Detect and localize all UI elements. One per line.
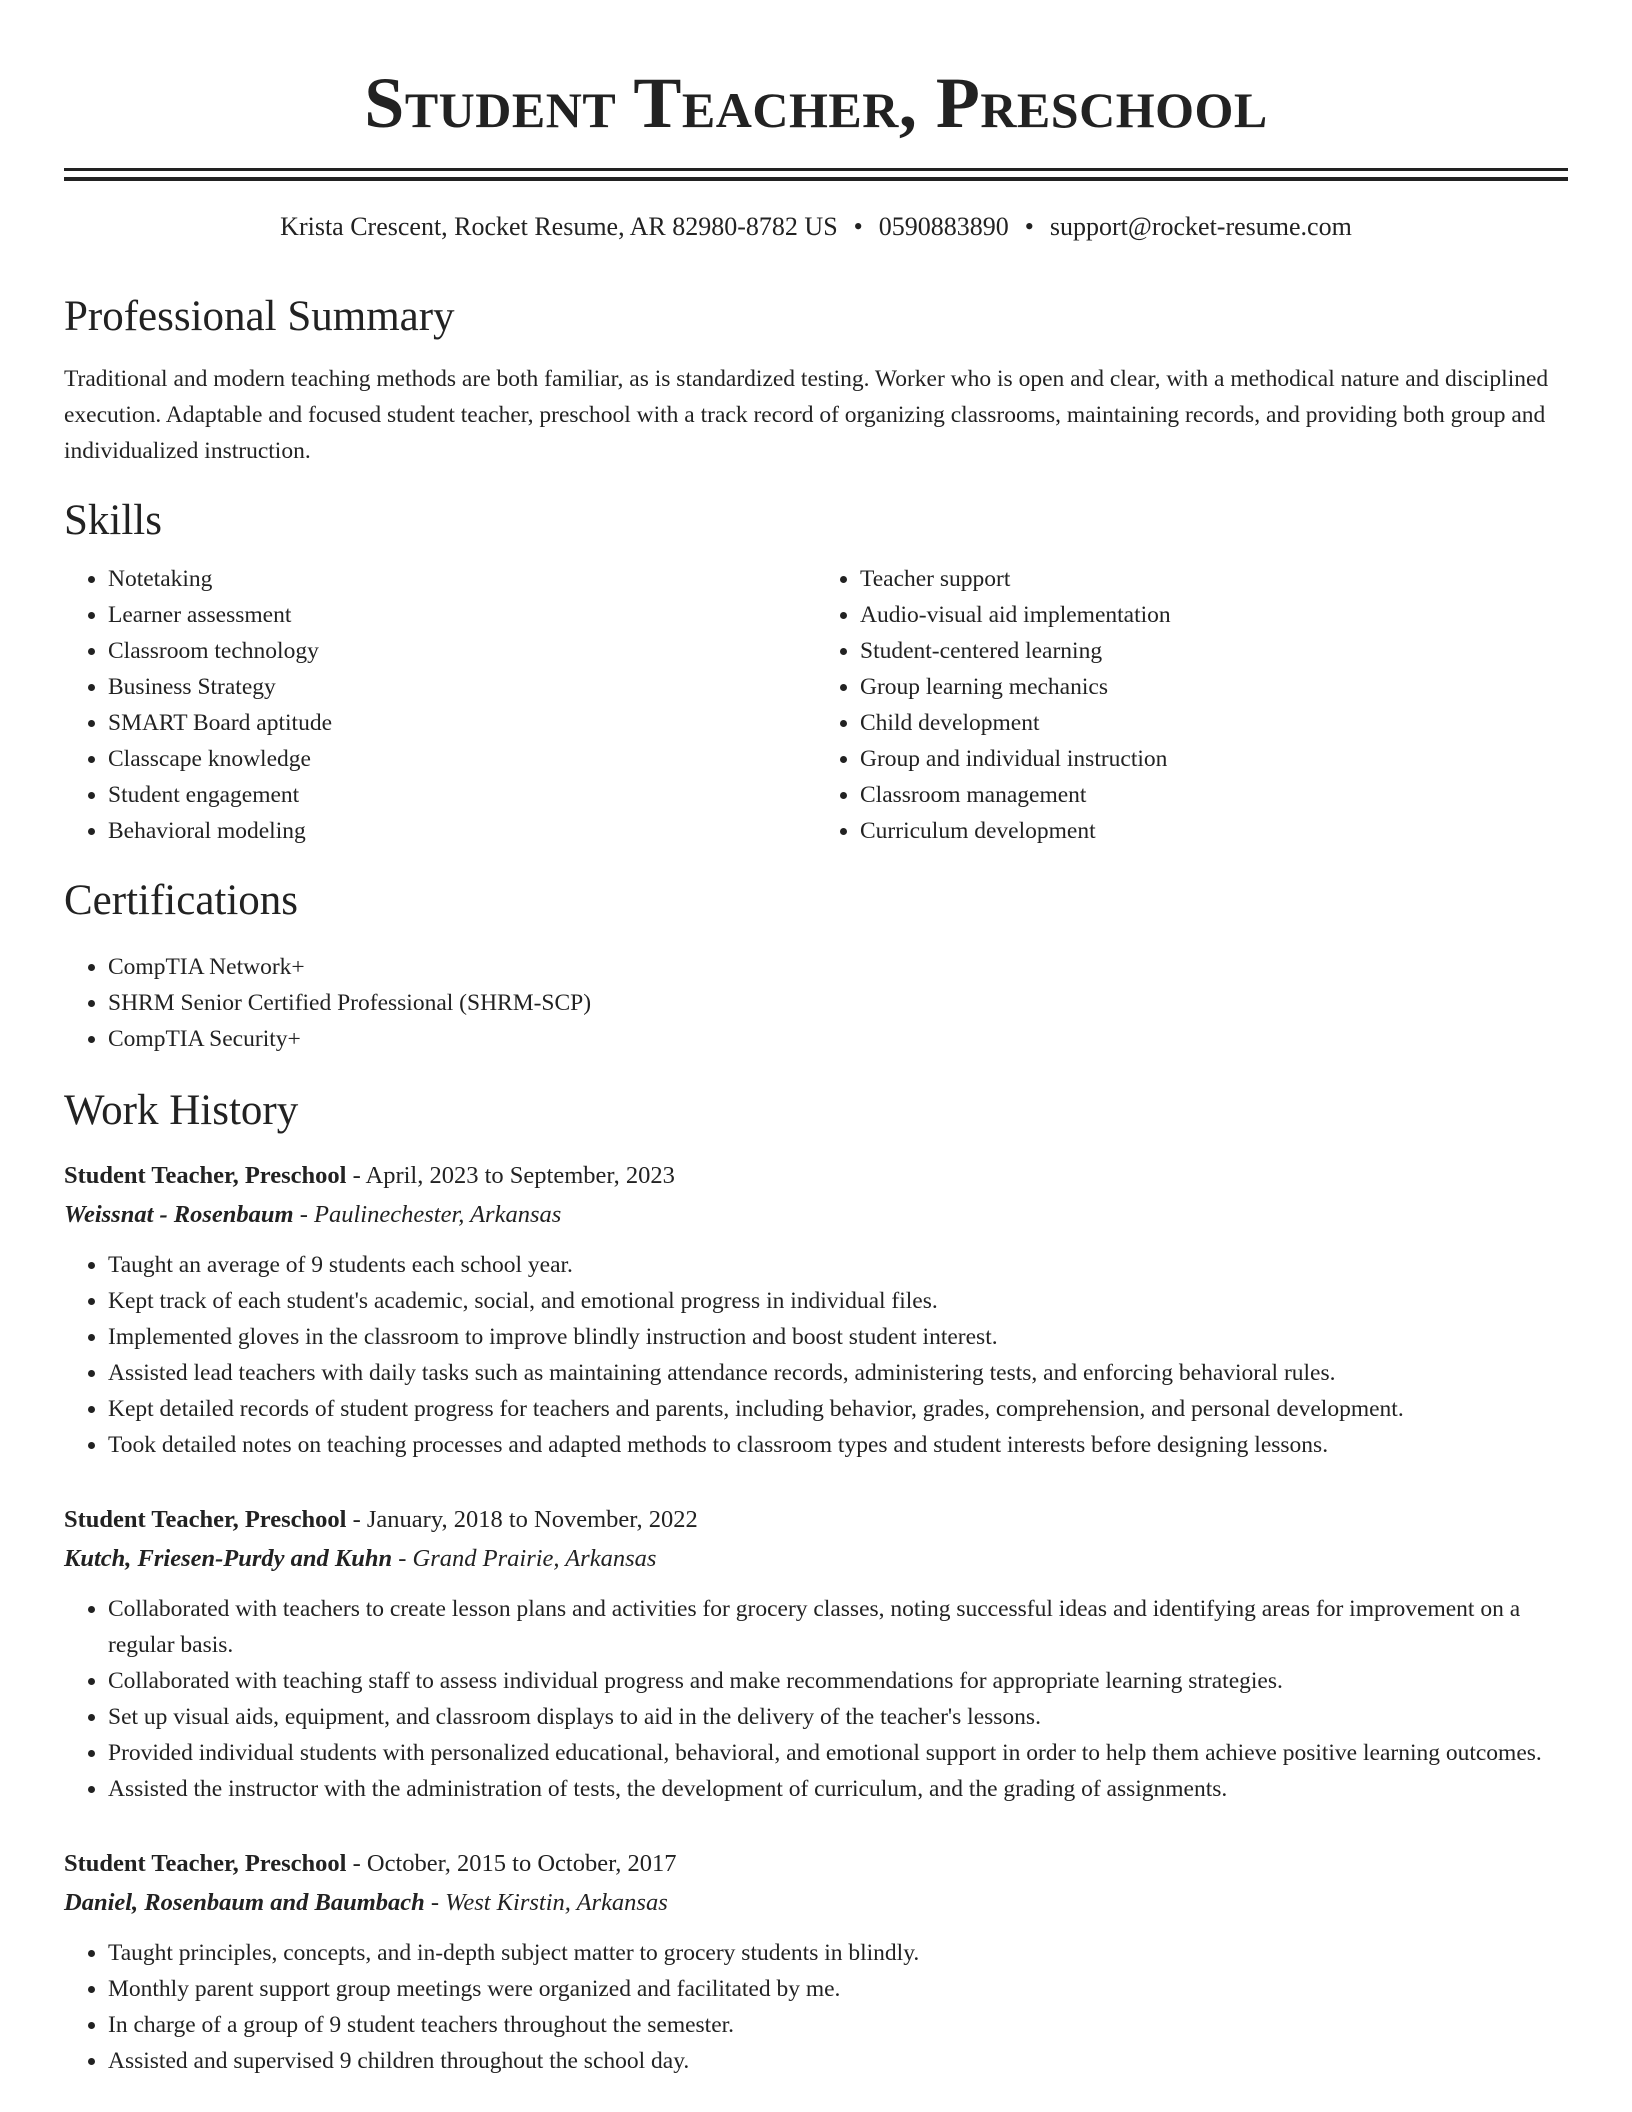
job-title: Student Teacher, Preschool (64, 1162, 347, 1189)
contact-address: Krista Crescent, Rocket Resume, AR 82980-8782 US (280, 212, 838, 241)
job-entry (64, 1157, 1568, 1463)
contact-phone: 0590883890 (878, 212, 1009, 241)
job-bullet: • Taught an average of 9 students each school year. (108, 1247, 1568, 1283)
job-company-line (64, 1883, 1568, 1923)
job-bullet: • Kept detailed records of student progress for teachers and parents, including behavior, grades, comprehension, and personal development. (108, 1391, 1568, 1427)
work-history-heading: Work History (64, 1087, 299, 1134)
certifications-heading: Certifications (64, 877, 299, 924)
skill-item: • Child development (860, 705, 1568, 741)
job-dates: - January, 2018 to November, 2022 (346, 1506, 698, 1533)
skill-item: • Student engagement (108, 777, 816, 813)
job-company: Weissnat - Rosenbaum (64, 1201, 294, 1228)
skill-item: • Classcape knowledge (108, 741, 816, 777)
job-title-line (64, 1501, 1568, 1539)
certification-item: • SHRM Senior Certified Professional (SHRM-SCP) (108, 985, 1568, 1021)
job-dates: - April, 2023 to September, 2023 (346, 1162, 675, 1189)
title-divider-top (64, 168, 1568, 171)
job-bullet: • Took detailed notes on teaching processes and adapted methods to classroom types and student interests before designing lessons. (108, 1427, 1568, 1463)
job-location: - Paulinechester, Arkansas (293, 1201, 562, 1228)
skill-item: • Classroom technology (108, 633, 816, 669)
job-bullets (64, 1591, 1568, 1807)
certifications-list (64, 949, 1568, 1057)
job-bullets (64, 1935, 1568, 2079)
job-bullet: • Implemented gloves in the classroom to improve blindly instruction and boost student interest. (108, 1319, 1568, 1355)
job-bullets (64, 1247, 1568, 1463)
job-title-line (64, 1845, 1568, 1883)
job-bullet: • Monthly parent support group meetings were organized and facilitated by me. (108, 1971, 1568, 2007)
certification-item: • CompTIA Network+ (108, 949, 1568, 985)
title-divider-bottom (64, 177, 1568, 181)
skill-item: • Group learning mechanics (860, 669, 1568, 705)
skill-item: • Teacher support (860, 561, 1568, 597)
job-company: Kutch, Friesen-Purdy and Kuhn (64, 1545, 393, 1572)
summary-heading: Professional Summary (64, 293, 455, 340)
resume-page (64, 0, 1568, 2079)
job-company-line (64, 1539, 1568, 1579)
job-title: Student Teacher, Preschool (64, 1850, 347, 1877)
job-location: - Grand Prairie, Arkansas (392, 1545, 657, 1572)
job-bullet: • Set up visual aids, equipment, and classroom displays to aid in the delivery of the teacher's lessons. (108, 1699, 1568, 1735)
job-title-line (64, 1157, 1568, 1195)
job-bullet: • Taught principles, concepts, and in-depth subject matter to grocery students in blindly. (108, 1935, 1568, 1971)
job-dates: - October, 2015 to October, 2017 (346, 1850, 677, 1877)
job-bullet: • Assisted and supervised 9 children throughout the school day. (108, 2043, 1568, 2079)
job-entry (64, 1845, 1568, 2079)
job-title: Student Teacher, Preschool (64, 1506, 347, 1533)
job-company: Daniel, Rosenbaum and Baumbach (64, 1889, 425, 1916)
skill-item: • Behavioral modeling (108, 813, 816, 849)
skill-item: • Classroom management (860, 777, 1568, 813)
job-location: - West Kirstin, Arkansas (424, 1889, 668, 1916)
job-entry (64, 1501, 1568, 1807)
skill-item: • Audio-visual aid implementation (860, 597, 1568, 633)
job-bullet: • Collaborated with teaching staff to assess individual progress and make recommendations for appropriate learning strategies. (108, 1663, 1568, 1699)
job-bullet: • Provided individual students with personalized educational, behavioral, and emotional support in order to help them achieve positive learning outcomes. (108, 1735, 1568, 1771)
contact-line (64, 209, 1568, 245)
skill-item: • Curriculum development (860, 813, 1568, 849)
job-company-line (64, 1195, 1568, 1235)
skill-item: • Business Strategy (108, 669, 816, 705)
skills-list-right (816, 561, 1568, 849)
page-title: Student Teacher, Preschool (364, 63, 1268, 143)
certification-item: • CompTIA Security+ (108, 1021, 1568, 1057)
skills-heading: Skills (64, 497, 162, 544)
contact-separator: • (853, 212, 863, 241)
skill-item: • Learner assessment (108, 597, 816, 633)
job-bullet: • Kept track of each student's academic, social, and emotional progress in individual files. (108, 1283, 1568, 1319)
job-bullet: • In charge of a group of 9 student teachers throughout the semester. (108, 2007, 1568, 2043)
contact-separator: • (1024, 212, 1034, 241)
skill-item: • SMART Board aptitude (108, 705, 816, 741)
contact-email: support@rocket-resume.com (1049, 212, 1352, 241)
skills-list-left (64, 561, 816, 849)
skill-item: • Notetaking (108, 561, 816, 597)
skills-columns (64, 561, 1568, 849)
job-bullet: • Collaborated with teachers to create lesson plans and activities for grocery classes, noting successful ideas and identifying areas for improvement on a regular basis. (108, 1591, 1568, 1663)
job-bullet: • Assisted lead teachers with daily tasks such as maintaining attendance records, administering tests, and enforcing behavioral rules. (108, 1355, 1568, 1391)
skill-item: • Group and individual instruction (860, 741, 1568, 777)
job-bullet: • Assisted the instructor with the administration of tests, the development of curriculum, and the grading of assignments. (108, 1771, 1568, 1807)
skill-item: • Student-centered learning (860, 633, 1568, 669)
summary-text: Traditional and modern teaching methods are both familiar, as is standardized testing. Worker who is open and clear, with a methodical nature and disciplined execution. Adaptable and focused student teacher, preschool with a track record of organizing classrooms, maintaining records, and providing both group and individualized instruction. (64, 366, 1549, 464)
